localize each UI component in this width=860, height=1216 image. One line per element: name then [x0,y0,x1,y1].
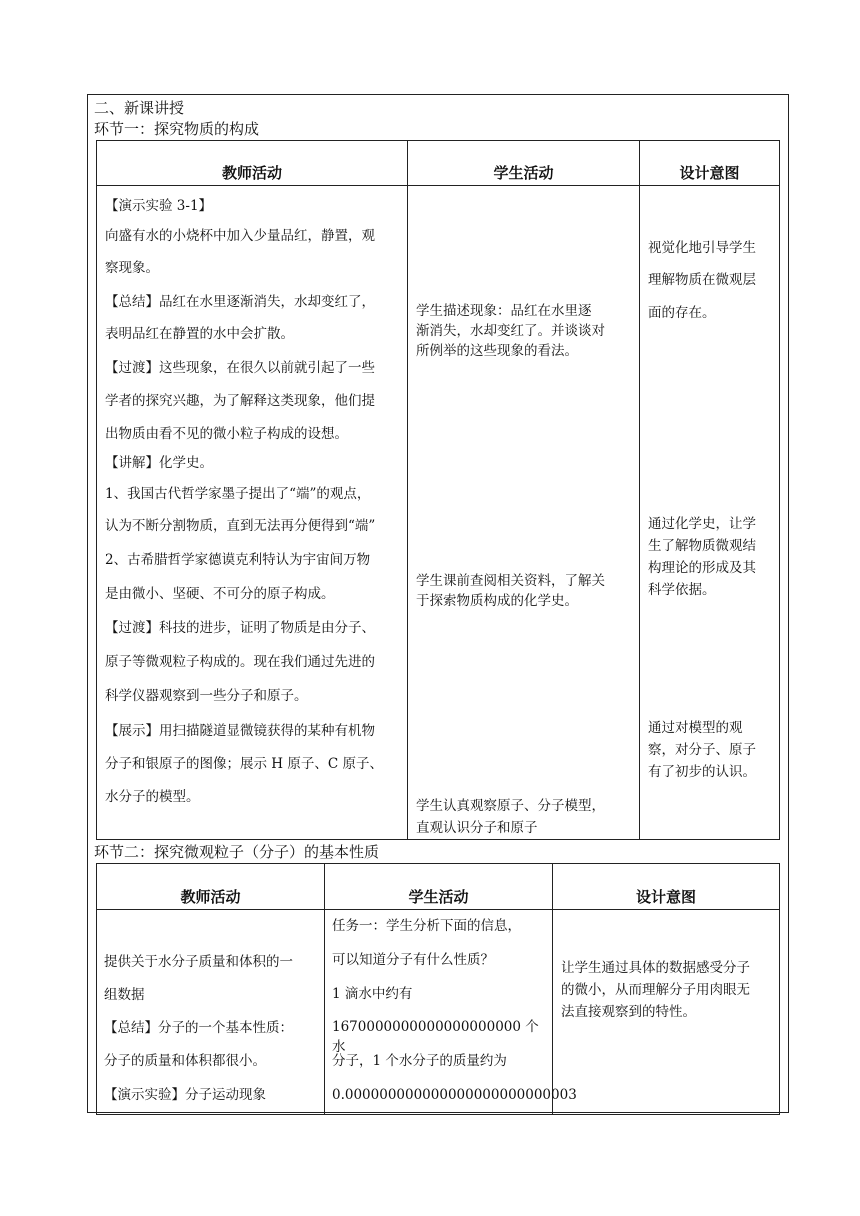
teacher-line: 分子的质量和体积都很小。 [104,1053,266,1069]
teacher-line: 【演示实验】分子运动现象 [104,1087,266,1103]
design-intent-cell [640,186,780,840]
part1-body-row [97,186,780,840]
student-line: 分子，1 个水分子的质量约为 [332,1053,507,1069]
teacher-line: 1、我国古代哲学家墨子提出了“端”的观点， [105,486,371,502]
student-line: 学生认真观察原子、分子模型， [416,798,605,814]
teacher-line: 是由微小、坚硬、不可分的原子构成。 [105,586,335,602]
teacher-line: 科学仪器观察到一些分子和原子。 [105,688,308,704]
header-design: 设计意图 [553,864,780,910]
teacher-line: 【演示实验 3-1】 [105,198,213,214]
teacher-line: 认为不断分割物质，直到无法再分便得到“端” [105,518,376,534]
student-line: 可以知道分子有什么性质？ [332,952,494,968]
teacher-line: 分子和银原子的图像；展示 H 原子、C 原子、 [105,756,383,772]
part1-table [96,140,780,840]
student-line: 学生课前查阅相关资料，了解关 [416,573,605,589]
student-activity-cell [325,910,577,1115]
design-line: 理解物质在微观层 [648,272,756,288]
design-line: 通过对模型的观 [648,720,743,736]
design-line: 科学依据。 [648,582,716,598]
header-teacher: 教师活动 [97,141,408,186]
design-line: 察，对分子、原子 [648,742,756,758]
teacher-line: 原子等微观粒子构成的。现在我们通过先进的 [105,654,375,670]
student-line: 学生描述现象：品红在水里逐 [416,303,592,319]
student-line: 所例举的这些现象的看法。 [416,343,578,359]
teacher-line: 【过渡】科技的进步，证明了物质是由分子、 [105,620,375,636]
part1-title: 环节一：探究物质的构成 [94,120,260,138]
design-line: 法直接观察到的特性。 [561,1004,696,1020]
student-line: 于探索物质构成的化学史。 [416,593,578,609]
student-line: 1670000000000000000000 个水 [332,1019,539,1055]
student-line: 渐消失，水却变红了。并谈谈对 [416,323,605,339]
part2-header-row [97,864,780,910]
student-line: 1 滴水中约有 [332,986,413,1002]
design-line: 让学生通过具体的数据感受分子 [561,960,750,976]
teacher-line: 【总结】分子的一个基本性质： [104,1020,293,1036]
student-line: 直观认识分子和原子 [416,820,538,836]
header-student: 学生活动 [325,864,553,910]
teacher-line: 提供关于水分子质量和体积的一 [104,954,293,970]
design-line: 构理论的形成及其 [648,560,756,576]
section-title: 二、新课讲授 [94,99,185,117]
design-line: 的微小，从而理解分子用肉眼无 [561,982,750,998]
design-line: 生了解物质微观结 [648,538,756,554]
student-line: 任务一：学生分析下面的信息， [332,918,521,934]
design-line: 视觉化地引导学生 [648,240,756,256]
teacher-activity-cell [97,186,408,840]
teacher-line: 2、古希腊哲学家德谟克利特认为宇宙间万物 [105,552,371,568]
design-line: 有了初步的认识。 [648,764,756,780]
design-line: 通过化学史，让学 [648,516,756,532]
teacher-line: 【过渡】这些现象，在很久以前就引起了一些 [105,360,375,376]
part1-header-row [97,141,780,186]
header-student: 学生活动 [408,141,640,186]
teacher-line: 学者的探究兴趣，为了解释这类现象，他们提 [105,393,375,409]
teacher-line: 【讲解】化学史。 [105,455,213,471]
student-activity-cell [408,186,640,840]
teacher-line: 出物质由看不见的微小粒子构成的设想。 [105,426,348,442]
teacher-line: 向盛有水的小烧杯中加入少量品红，静置，观 [105,228,375,244]
part2-title: 环节二：探究微观粒子（分子）的基本性质 [94,843,380,861]
part2-body-row [97,910,780,1115]
part2-table [96,863,780,1115]
teacher-line: 水分子的模型。 [105,789,200,805]
teacher-line: 组数据 [104,987,145,1003]
design-intent-cell [553,910,780,1115]
teacher-line: 【展示】用扫描隧道显微镜获得的某种有机物 [105,723,375,739]
design-line: 面的存在。 [648,305,716,321]
teacher-line: 【总结】品红在水里逐渐消失，水却变红了， [105,294,375,310]
teacher-line: 察现象。 [105,260,159,276]
student-line: 0.000000000000000000000000003 [332,1087,577,1103]
teacher-activity-cell [97,910,325,1115]
header-design: 设计意图 [640,141,780,186]
header-teacher: 教师活动 [97,864,325,910]
teacher-line: 表明品红在静置的水中会扩散。 [105,326,294,342]
